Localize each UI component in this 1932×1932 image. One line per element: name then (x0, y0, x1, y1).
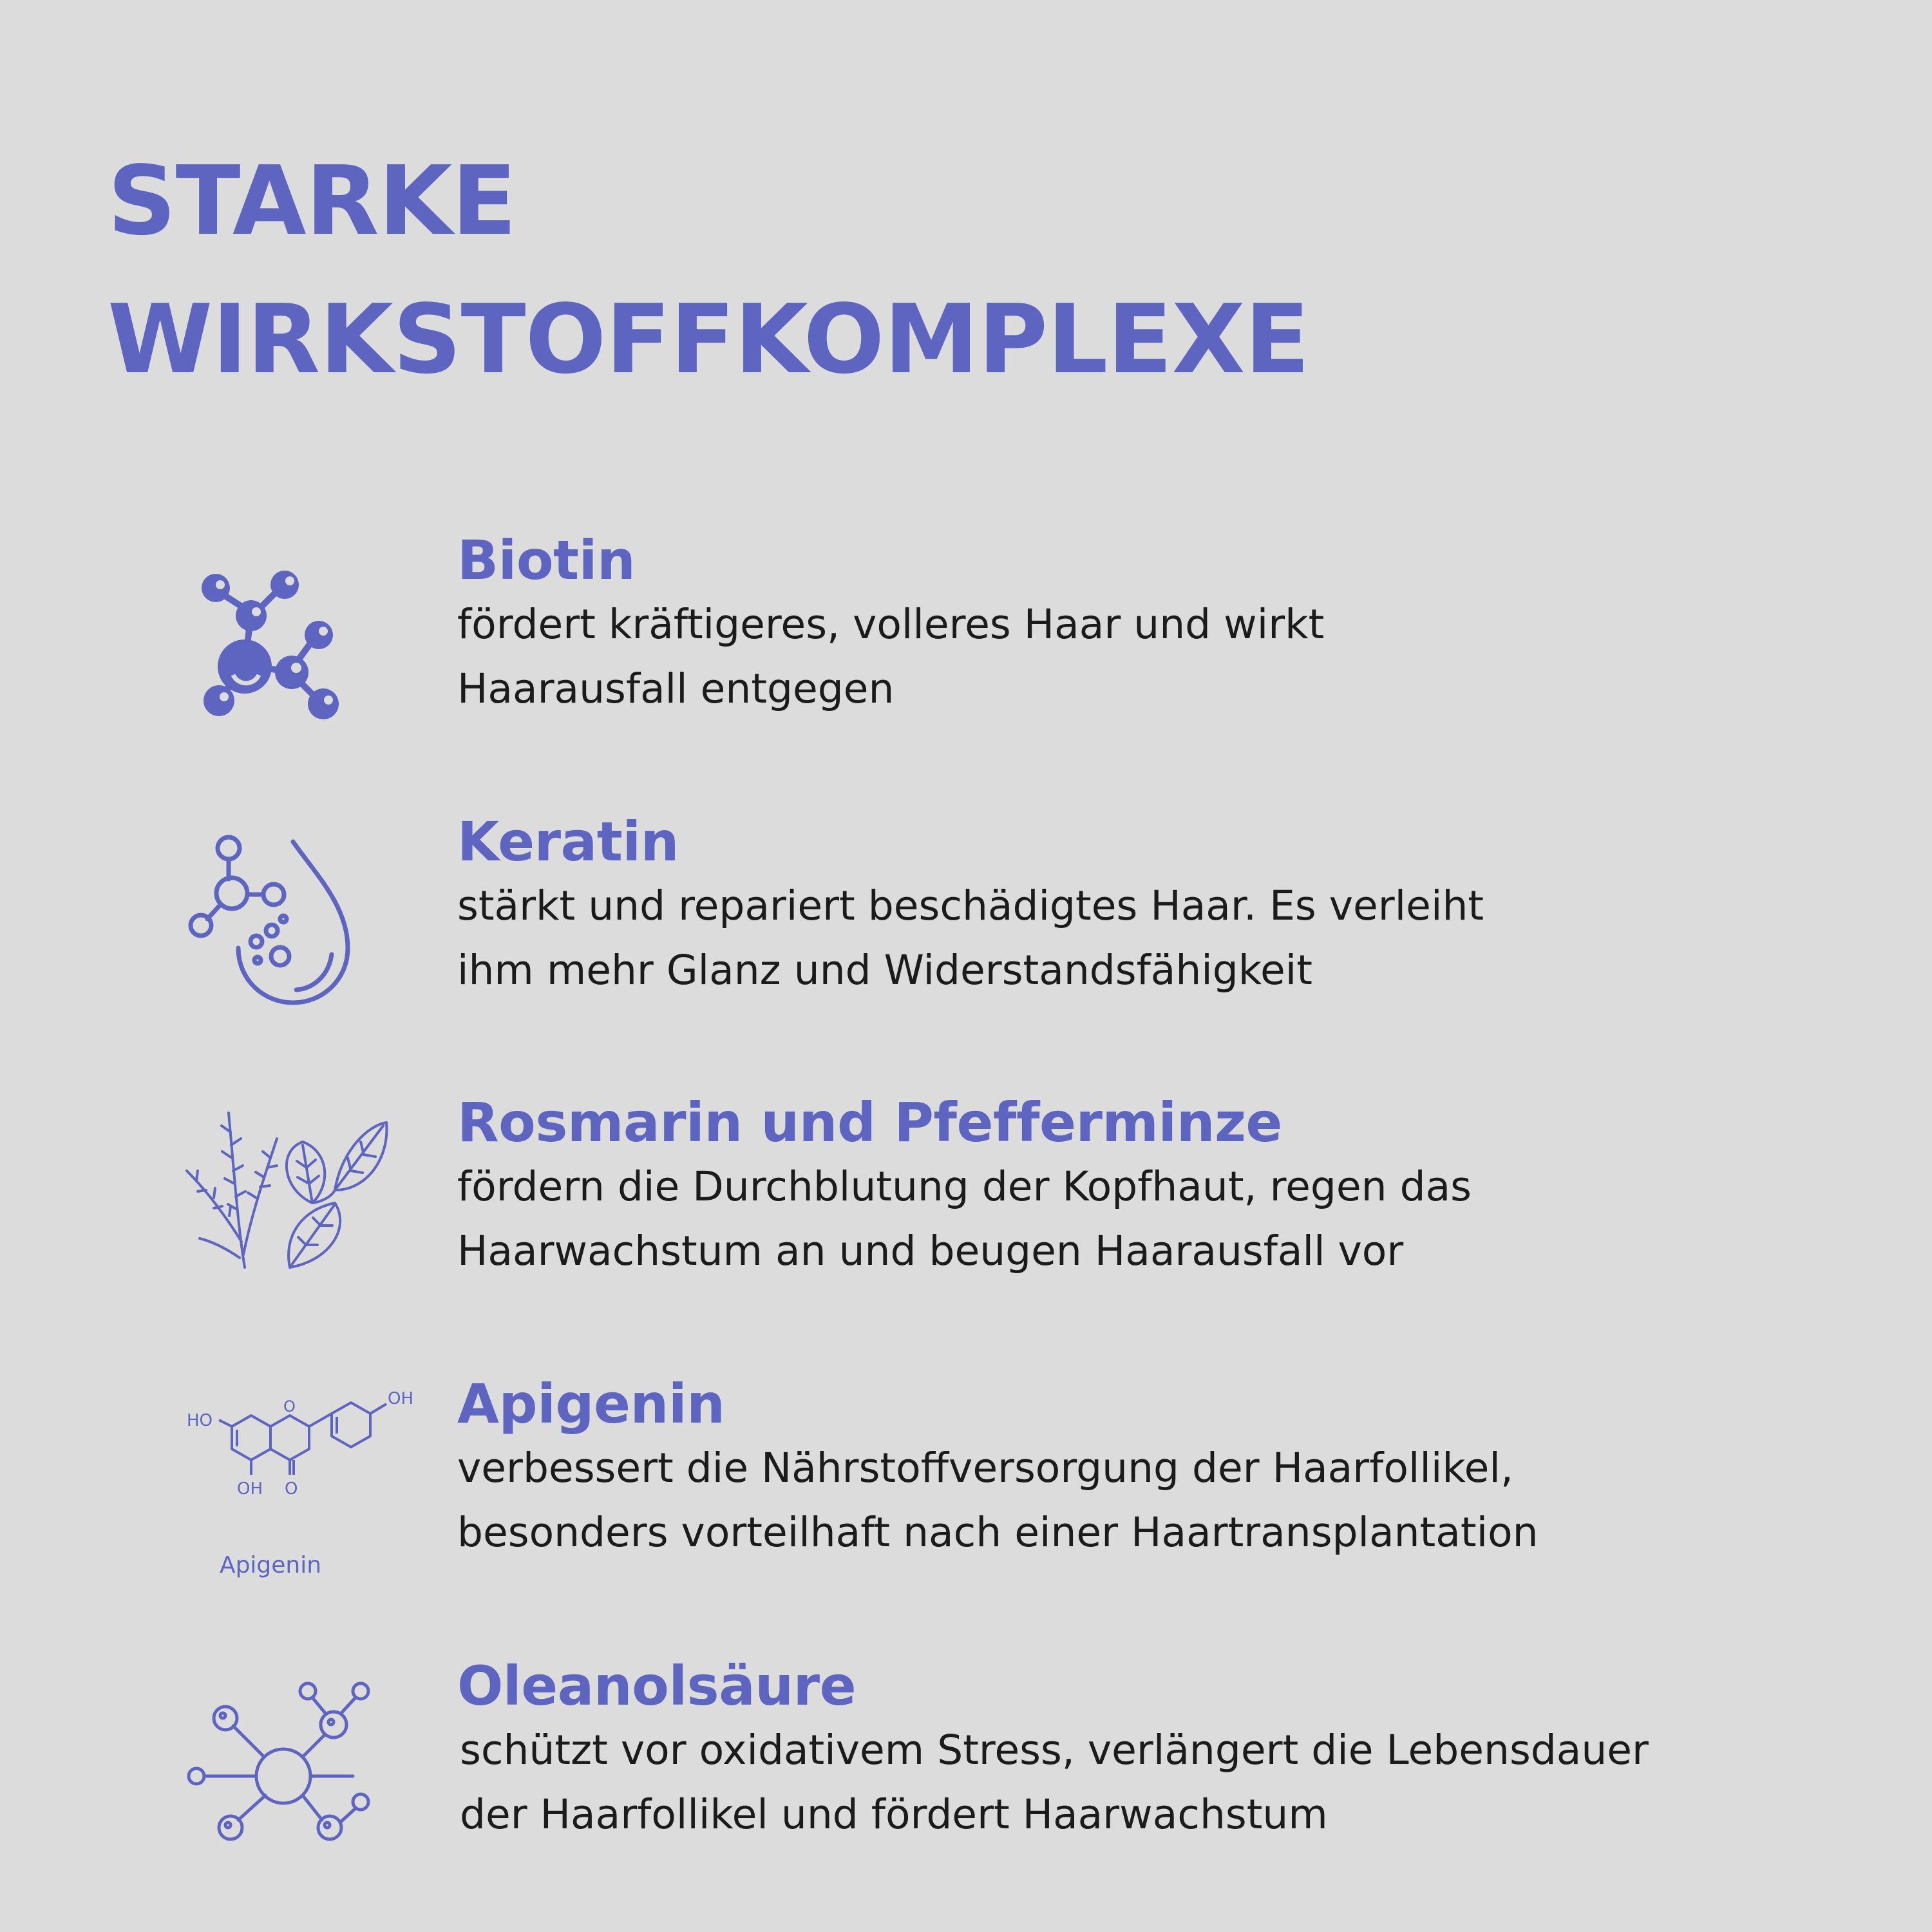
description-line: ihm mehr Glanz und Widerstandsfähigkeit (457, 947, 1312, 994)
ingredient-text (457, 1090, 1874, 1283)
apigenin-structure-icon (187, 1385, 419, 1578)
molecule-outline-icon (187, 1673, 419, 1866)
icon-label-ring-o: O (283, 1397, 296, 1416)
description-line: fördern die Durchblutung der Kopfhaut, regen das (457, 1163, 1472, 1210)
ingredient-heading: Rosmarin und Pfefferminze (457, 1091, 1282, 1154)
ingredient-description (457, 1436, 1874, 1565)
icon-caption: Apigenin (219, 1552, 322, 1578)
molecule-filled-icon (187, 546, 419, 739)
description-line: fördert kräftigeres, volleres Haar und wirkt (457, 601, 1325, 648)
ingredient-text (457, 528, 1874, 721)
icon-label-oh-bottom: OH (237, 1479, 263, 1499)
ingredient-description (460, 1718, 1874, 1847)
ingredient-description (457, 874, 1874, 1003)
ingredient-keratin (0, 810, 1932, 1067)
ingredient-description (457, 592, 1874, 721)
ingredient-heading: Oleanolsäure (457, 1654, 857, 1718)
icon-label-ho: HO (187, 1411, 213, 1430)
description-line: der Haarfollikel und fördert Haarwachstum (460, 1791, 1328, 1838)
description-line: Haarwachstum an und beugen Haarausfall vor (457, 1227, 1404, 1274)
title-line-1: STARKE (108, 146, 516, 256)
ingredient-apigenin (0, 1372, 1932, 1629)
description-line: verbessert die Nährstoffversorgung der Haarfollikel, (457, 1444, 1513, 1492)
ingredient-biotin (0, 528, 1932, 786)
ingredient-heading: Apigenin (457, 1372, 725, 1435)
drop-molecule-icon (187, 822, 419, 1016)
icon-label-oh-top: OH (388, 1389, 414, 1408)
description-line: stärkt und repariert beschädigtes Haar. Es verleiht (457, 882, 1484, 929)
ingredient-text (457, 1654, 1874, 1847)
ingredient-description (457, 1155, 1874, 1283)
icon-label-o: O (285, 1479, 298, 1499)
ingredient-heading: Keratin (457, 810, 679, 873)
description-line: besonders vorteilhaft nach einer Haartransplantation (457, 1509, 1539, 1556)
ingredient-rosmarin-pfefferminze (0, 1090, 1932, 1348)
title-line-2: WIRKSTOFFKOMPLEXE (108, 284, 1309, 395)
ingredient-oleanolsaeure (0, 1654, 1932, 1911)
description-line: schützt vor oxidativem Stress, verlängert die Lebensdauer (460, 1727, 1649, 1774)
ingredient-text (457, 810, 1874, 1003)
rosemary-mint-icon (174, 1106, 393, 1274)
page-title (108, 132, 1309, 409)
ingredient-heading: Biotin (457, 529, 636, 592)
description-line: Haarausfall entgegen (457, 665, 895, 712)
ingredient-text (457, 1372, 1874, 1565)
